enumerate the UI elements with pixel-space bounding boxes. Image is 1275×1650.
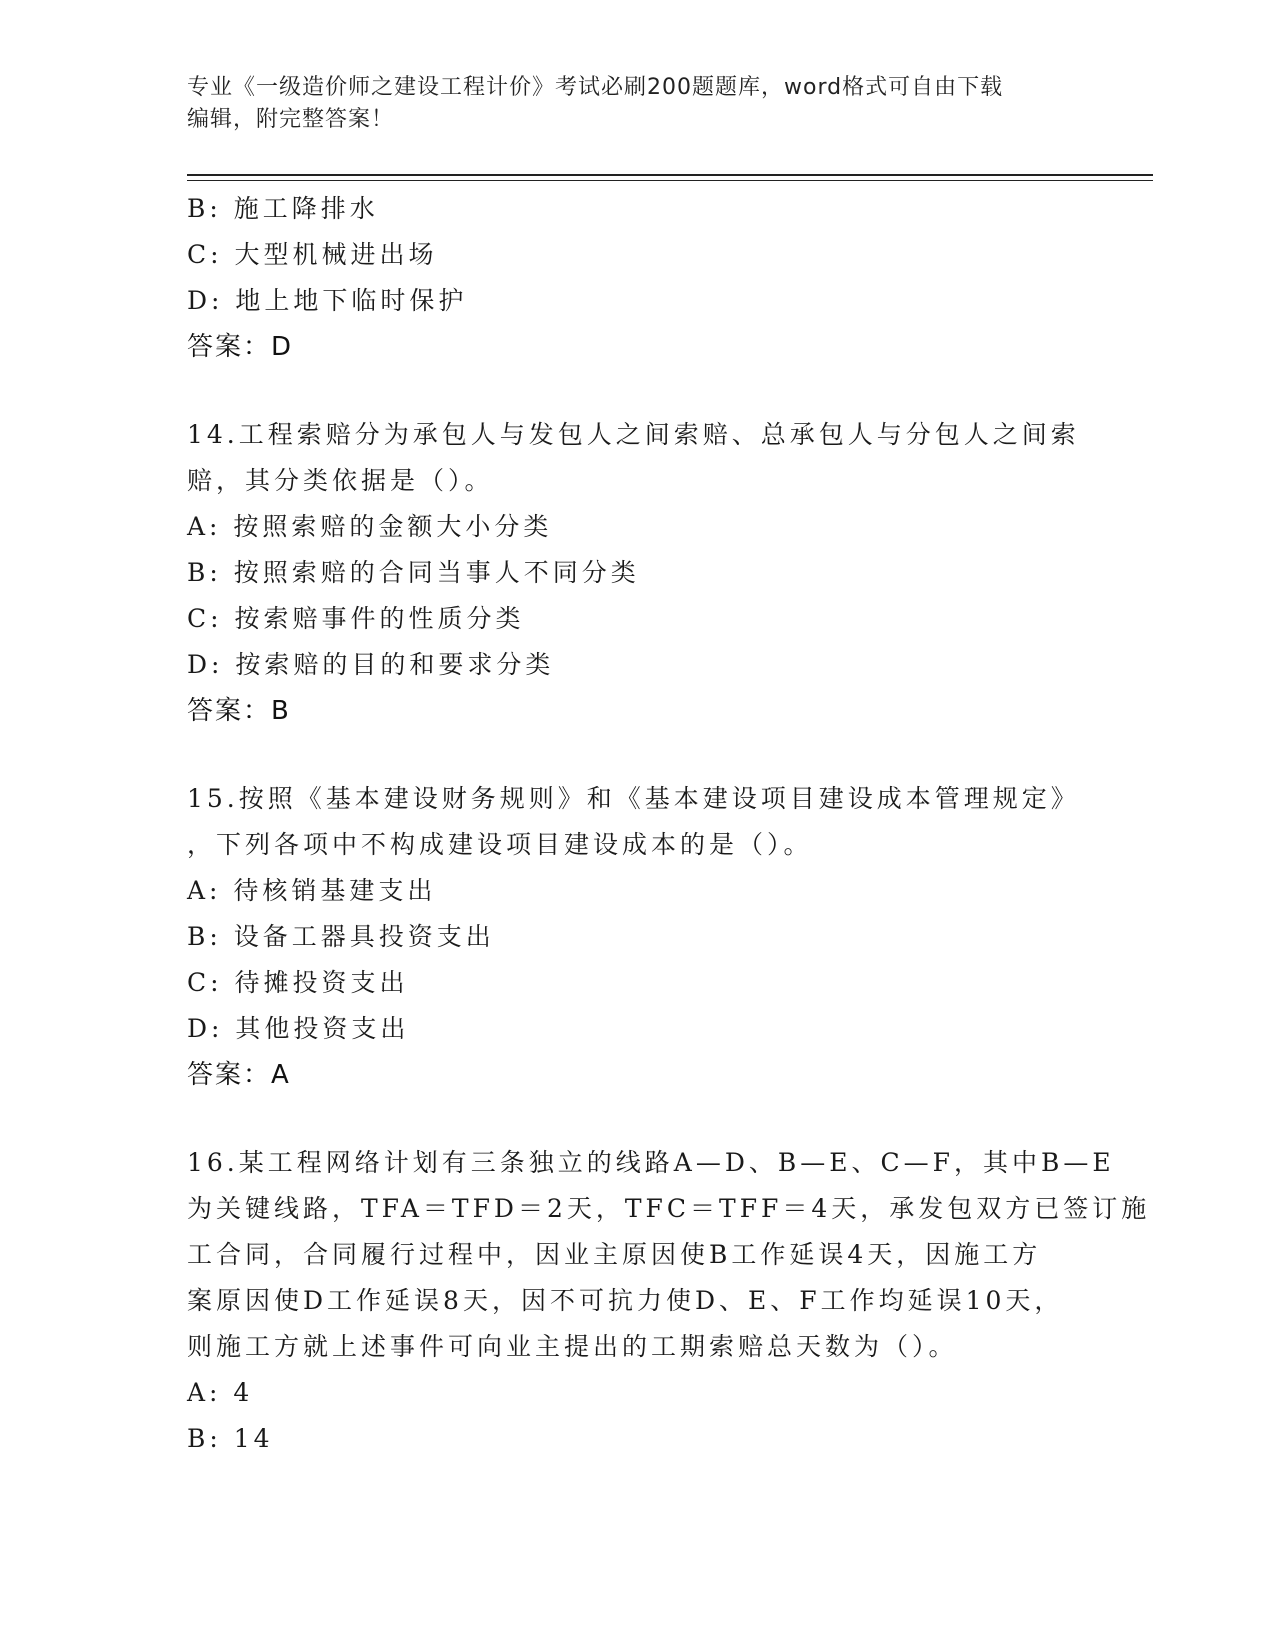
option-b: B: 设备工器具投资支出 bbox=[187, 922, 495, 951]
question-14 bbox=[187, 412, 1087, 734]
header-divider-thick bbox=[187, 174, 1153, 176]
answer: 答案：B bbox=[187, 696, 291, 726]
question-stem-line: 15.按照《基本建设财务规则》和《基本建设项目建设成本管理规定》 bbox=[187, 784, 1080, 813]
option-a: A: 待核销基建支出 bbox=[187, 876, 437, 905]
option-a: A: 按照索赔的金额大小分类 bbox=[187, 512, 553, 541]
header-divider-thin bbox=[187, 180, 1153, 181]
document-header bbox=[187, 72, 1067, 136]
question-stem-line: 14.工程索赔分为承包人与发包人之间索赔、总承包人与分包人之间索 bbox=[187, 420, 1080, 449]
option-b: B: 施工降排水 bbox=[187, 194, 379, 223]
option-d: D: 其他投资支出 bbox=[187, 1014, 410, 1043]
option-a: A: 4 bbox=[187, 1378, 254, 1407]
header-line-1: 专业《一级造价师之建设工程计价》考试必刷200题题库，word格式可自由下载 bbox=[187, 75, 1004, 100]
answer: 答案：D bbox=[187, 332, 294, 362]
option-c: C: 大型机械进出场 bbox=[187, 240, 438, 269]
answer: 答案：A bbox=[187, 1060, 291, 1090]
option-d: D: 按索赔的目的和要求分类 bbox=[187, 650, 555, 679]
question-stem-line: ，下列各项中不构成建设项目建设成本的是（）。 bbox=[187, 830, 813, 859]
header-line-2: 编辑，附完整答案！ bbox=[187, 107, 395, 132]
question-stem-line: 案原因使D工作延误8天，因不可抗力使D、E、F工作均延误10天， bbox=[187, 1286, 1064, 1315]
option-d: D: 地上地下临时保护 bbox=[187, 286, 468, 315]
question-stem-line: 16.某工程网络计划有三条独立的线路A—D、B—E、C—F，其中B—E bbox=[187, 1148, 1115, 1177]
option-c: C: 按索赔事件的性质分类 bbox=[187, 604, 525, 633]
question-stem-line: 赔，其分类依据是（）。 bbox=[187, 466, 494, 495]
question-stem-line: 为关键线路，TFA＝TFD＝2天，TFC＝TFF＝4天，承发包双方已签订施 bbox=[187, 1194, 1151, 1223]
question-13 bbox=[187, 186, 1087, 370]
question-stem-line: 工合同，合同履行过程中，因业主原因使B工作延误4天，因施工方 bbox=[187, 1240, 1042, 1269]
question-content bbox=[187, 186, 1151, 1462]
option-b: B: 14 bbox=[187, 1424, 274, 1453]
option-c: C: 待摊投资支出 bbox=[187, 968, 409, 997]
question-15 bbox=[187, 776, 1087, 1098]
question-16 bbox=[187, 1140, 1151, 1462]
option-b: B: 按照索赔的合同当事人不同分类 bbox=[187, 558, 640, 587]
question-stem-line: 则施工方就上述事件可向业主提出的工期索赔总天数为（）。 bbox=[187, 1332, 958, 1361]
